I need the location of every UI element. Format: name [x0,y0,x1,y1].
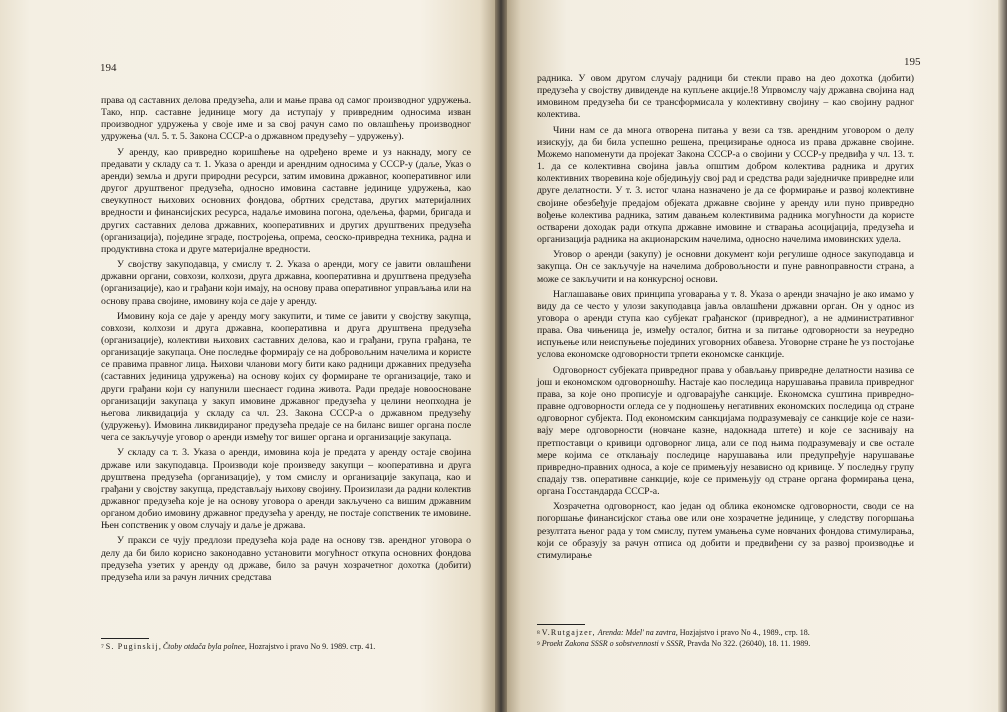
page-edge [998,0,1007,712]
footnote: $^7$ S. Puginskij, Čtoby otdača byla polnee, Hozrajstvo i pravo No 9. 1989. стр. 41. [101,642,376,651]
text-column [537,73,914,562]
footnote-mark: 9 [537,640,540,647]
footnote-author: V.Rutgajzer, [541,628,596,637]
left-page [0,0,495,712]
footnote [537,628,914,639]
footnote-title: Proekt Zakona SSSR o sobstvennosti v SSSR, [541,638,686,648]
footnote-source: Hozjajstvo i pravo No 4., 1989., стр. 18. [679,628,810,637]
footnote-title: Čtoby otdača byla polnee, [162,642,247,651]
paragraph: У аренду, као привредно коришћење на одређено време и уз накнаду, могу се предавати у складу са т. 1. Указа о аренди и арендним односима у СССР-у (даље, Указ о аренди) земља и други природни ресурси, затим имовина државног, кооперативног или другог друштвеног предузећа, односно имовина саставне јединице удружења, као свеукупност њихових основних фондова, обртних средстава, других материјалних вредности и финансијских ресурса, надаље имовина погона, одељења, фарми, бригада и других саставних делова државних, кооперативних и других друштвених предузећа (организација), појединe зграде, постројења, опрема, сеоско-привредна техника, радна и продуктивна стока и друге материјалне вредности. [101,146,471,255]
footnotes [101,632,471,653]
page-number: 195 [904,56,921,68]
paragraph: Имовину која се даје у аренду могу закупити, и тиме се јавити у својству закупца, совхози, колхози и друга државна, кооперативна и друга друштвена предузећа (организације), колективи њихових саставних делова, као и грађани, група грађана, те организације закупаца. Оне последње формирају се на добровољним начелима и користе се правима правног лица. Њихови чланови могу бити како радници државних предузећа (саставних јединица удружења) на основу којих су формиране те организације, тако и други грађани који су напунили шеснаест година живота. Ради предаје новоосноване организацији закупаца у закуп имовине државног предузећа у целини неопходна је његова ликвидација у складу са чл. 23. Закона СССР-а о државном предузећу (удружењу). Имовина ликвидираног предузећа предаје се на биланс вишег органа после чега се закључује уговор о аренди између тог вишег органа и организације закупаца. [101,310,471,444]
footnote-source: Pravda No 322. (26040), 18. 11. 1989. [687,638,811,648]
paragraph: У складу са т. 3. Указа о аренди, имовина која је предата у аренду остаје својина државе или закуподавца. Производи које произведу закупци – кооперативна и друга друштвена предузећа (организације), у том смислу и организације закупаца, као и грађани у својству закупца, представљају њихову својину. Произилази да радни колектив државног предузећа које је на основу уговора о аренди закључено са вишим државним органом добио имовину државног предузећа у аренду, не постаје сопственик те имовине. Њен сопственик у овом случају и даље је држава. [101,447,471,532]
right-page [507,0,1007,712]
paragraph: Чини нам се да многа отворена питања у вези са тзв. арендним уговором о делу изискују, да би била успешно решена, прецизирање односа из права државне својине. Можемо напоменути да пројекат Закона СССР-а о својини у СССР-у предвиђа у чл. 13. т. 1. да се колективна својина јавља општим добром колектива радника и других колективних творевина које обједињују свој рад и средства ради заједничке привредне или друге делатности. У т. 3. истог члана назначено је да се формирање и развој колективне својине обезбеђује предајом објеката државне својине у аренду или пуно привредно вођење колектива радника, затим давањем колективима радника могућности да користе остварени доходак ради откупа државне имовине и стварања асоцијација, предузећа и организација радника на акционарским начелима, односно начелима имовинских удела. [537,124,914,246]
footnote-mark: 7 [101,644,104,650]
footnote-author: S. Puginskij [105,642,159,651]
footnote [537,639,914,650]
footnotes [537,618,914,649]
paragraph: У својству закуподавца, у смислу т. 2. Указа о аренди, могу се јавити овлашћени државни органи, совхози, колхози, друга државна, кооперативна и друштвена предузећа (организације), као и грађани који имају, на основу права оперативног управљања или на основу права својине, имовину која се даје у аренду. [101,259,471,307]
paragraph: права од саставних делова предузећа, али и мање права од самог производног удружења. Тако, нпр. саставне јединице могу да иступају у привредним односима изван производног удружења у своје име и за свој рачун само по овлашћењу производног удружења (чл. 5. т. 5. Закона СССР-а о државном предузећу – удружењу). [101,95,471,143]
footnote-source: Hozrajstvo i pravo No 9. 1989. стр. 41. [248,642,376,651]
page-number: 194 [100,62,117,74]
paragraph: Одговорност субјеката привредног права у обављању привредне делатности назива се још и економском одговорношћу. Настаје као последица нарушавања правила привредног права, за које оно прописује и одговарајуће санкције. Економска суштина привредно-правне одговорности огледа се у подношењу негативних економских последица од стране одговорног субјекта. Под економским санкцијама подразумевају се санкције које се називају мере одговорности (новчане казне, надокнада штете) и које се заснивају на претпоставци о кривици одговорног лица, али се под њима подразумевају и све остале мере којима се отклањају последице нарушавања или предупређује нарушавање привредно-правних односа, а које се примењују независно од кривице. У последњу групу спадају тзв. оперативне санкције, које се примењују од стране органа формирања цена, органа Госстандарда СССР-а. [537,364,914,498]
paragraph: радника. У овом другом случају радници би стекли право на део дохотка (добити) предузећа у својству дивиденде на купљене акције.!8 Упрвомслу чају државна својина над имовином предузећа би се трансформисала у колективну својину – као својину радног колектива. [537,73,914,121]
footnote-title: Arenda: Mdel' na zavtra, [597,628,678,637]
paragraph: Хозрачетна одговорност, као један од облика економске одговорности, своди се на погоршање финансијског стања ове или оне хозрачетне јединице, у следству погоршања резултата њеног рада у том смислу, путем умањења суме новчаних фондова стимулирања, који се образују за рачун отписа од добити и предвиђени су за развој производње и стимулирање [537,501,914,561]
book-gutter [495,0,507,712]
footnote-rule [537,624,585,625]
text-column [101,95,471,584]
footnote-rule [101,638,149,639]
paragraph: Уговор о аренди (закупу) је основни документ који регулише односе закуподавца и закупца. Он се закључује на начелима добровољности и пуне равноправности страна, а може се закључити и на конкурсној основи. [537,249,914,285]
footnote-mark: 8 [537,630,540,636]
paragraph: Наглашавање ових принципа уговарања у т. 8. Указа о аренди значајно је ако имамо у виду да се често у улози закуподавца јавља овлашћени државни орган. Он у однос из уговора о аренди ступа као субјекат грађанског (привредног), а не административног права. Ова чињеница је, између осталог, битна и за питање одговорности за неуредно испуњење или неиспуњење појединих уговорних обавеза. Уговорне стране ће уз постојање услова економске одговорности трпети економске санкције. [537,288,914,361]
paragraph: У пракси се чују предлози предузећа која раде на основу тзв. арендног уговора о делу да би било корисно законодавно установити могућност откупа основних фондова предузећа узетих у аренду од државе, било за рачун хозрачетног дохотка (добити) предузећа или за рачун личних средстава [101,535,471,583]
